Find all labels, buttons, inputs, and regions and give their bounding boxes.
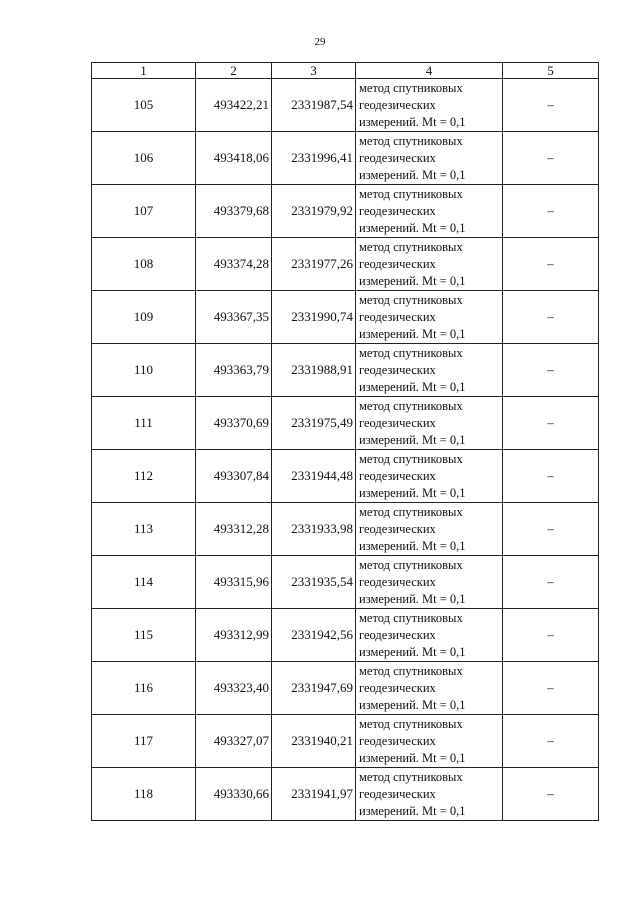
method-line: геодезических: [359, 362, 436, 377]
page-number: 29: [314, 36, 326, 48]
x-coordinate-cell: 493422,21: [196, 79, 272, 132]
method-line: геодезических: [359, 468, 436, 483]
x-coordinate-cell: 493327,07: [196, 715, 272, 768]
x-coordinate-cell: 493363,79: [196, 344, 272, 397]
point-number-cell: 117: [92, 715, 196, 768]
method-line: измерений. Mt = 0,1: [359, 485, 466, 500]
method-line: измерений. Mt = 0,1: [359, 591, 466, 606]
note-cell: –: [503, 768, 599, 821]
column-header-4: 4: [356, 63, 503, 79]
method-line: измерений. Mt = 0,1: [359, 379, 466, 394]
y-coordinate-cell: 2331988,91: [272, 344, 356, 397]
y-coordinate-cell: 2331979,92: [272, 185, 356, 238]
y-coordinate-cell: 2331941,97: [272, 768, 356, 821]
column-header-2: 2: [196, 63, 272, 79]
table-row: [92, 397, 599, 450]
x-coordinate-cell: 493418,06: [196, 132, 272, 185]
point-number-cell: 106: [92, 132, 196, 185]
point-number-cell: 118: [92, 768, 196, 821]
method-cell: [356, 609, 503, 662]
method-line: метод спутниковых: [359, 769, 463, 784]
note-cell: –: [503, 132, 599, 185]
table-row: [92, 556, 599, 609]
method-line: измерений. Mt = 0,1: [359, 220, 466, 235]
point-number-cell: 111: [92, 397, 196, 450]
point-number-cell: 108: [92, 238, 196, 291]
table-row: [92, 132, 599, 185]
method-line: метод спутниковых: [359, 80, 463, 95]
method-cell: [356, 450, 503, 503]
method-line: геодезических: [359, 680, 436, 695]
x-coordinate-cell: 493315,96: [196, 556, 272, 609]
method-line: метод спутниковых: [359, 663, 463, 678]
table-body: [92, 79, 599, 821]
table-row: [92, 185, 599, 238]
method-line: геодезических: [359, 574, 436, 589]
table-row: [92, 79, 599, 132]
column-header-3: 3: [272, 63, 356, 79]
note-cell: –: [503, 344, 599, 397]
note-cell: –: [503, 715, 599, 768]
method-line: геодезических: [359, 733, 436, 748]
table-row: [92, 450, 599, 503]
method-line: геодезических: [359, 309, 436, 324]
table-row: [92, 344, 599, 397]
note-cell: –: [503, 450, 599, 503]
method-line: измерений. Mt = 0,1: [359, 273, 466, 288]
method-line: метод спутниковых: [359, 239, 463, 254]
point-number-cell: 105: [92, 79, 196, 132]
method-cell: [356, 344, 503, 397]
x-coordinate-cell: 493330,66: [196, 768, 272, 821]
method-line: измерений. Mt = 0,1: [359, 538, 466, 553]
method-cell: [356, 556, 503, 609]
method-line: измерений. Mt = 0,1: [359, 326, 466, 341]
method-cell: [356, 397, 503, 450]
point-number-cell: 110: [92, 344, 196, 397]
point-number-cell: 113: [92, 503, 196, 556]
note-cell: –: [503, 503, 599, 556]
method-cell: [356, 238, 503, 291]
method-line: геодезических: [359, 786, 436, 801]
point-number-cell: 116: [92, 662, 196, 715]
note-cell: –: [503, 662, 599, 715]
table-row: [92, 291, 599, 344]
method-line: геодезических: [359, 521, 436, 536]
table-row: [92, 238, 599, 291]
y-coordinate-cell: 2331977,26: [272, 238, 356, 291]
method-line: измерений. Mt = 0,1: [359, 114, 466, 129]
x-coordinate-cell: 493367,35: [196, 291, 272, 344]
method-line: измерений. Mt = 0,1: [359, 803, 466, 818]
column-header-5: 5: [503, 63, 599, 79]
method-cell: [356, 79, 503, 132]
table-row: [92, 715, 599, 768]
method-cell: [356, 185, 503, 238]
method-line: геодезических: [359, 150, 436, 165]
coordinates-table: [91, 62, 599, 821]
x-coordinate-cell: 493370,69: [196, 397, 272, 450]
method-line: метод спутниковых: [359, 504, 463, 519]
note-cell: –: [503, 609, 599, 662]
table-row: [92, 503, 599, 556]
note-cell: –: [503, 185, 599, 238]
method-cell: [356, 503, 503, 556]
method-line: метод спутниковых: [359, 716, 463, 731]
method-line: метод спутниковых: [359, 610, 463, 625]
column-header-1: 1: [92, 63, 196, 79]
method-line: геодезических: [359, 203, 436, 218]
y-coordinate-cell: 2331990,74: [272, 291, 356, 344]
note-cell: –: [503, 238, 599, 291]
method-line: измерений. Mt = 0,1: [359, 167, 466, 182]
x-coordinate-cell: 493379,68: [196, 185, 272, 238]
note-cell: –: [503, 291, 599, 344]
method-line: геодезических: [359, 627, 436, 642]
method-cell: [356, 662, 503, 715]
point-number-cell: 115: [92, 609, 196, 662]
note-cell: –: [503, 397, 599, 450]
point-number-cell: 109: [92, 291, 196, 344]
y-coordinate-cell: 2331975,49: [272, 397, 356, 450]
x-coordinate-cell: 493307,84: [196, 450, 272, 503]
method-line: геодезических: [359, 415, 436, 430]
method-line: метод спутниковых: [359, 451, 463, 466]
x-coordinate-cell: 493323,40: [196, 662, 272, 715]
y-coordinate-cell: 2331944,48: [272, 450, 356, 503]
method-line: геодезических: [359, 97, 436, 112]
method-cell: [356, 715, 503, 768]
method-line: метод спутниковых: [359, 133, 463, 148]
y-coordinate-cell: 2331933,98: [272, 503, 356, 556]
method-cell: [356, 768, 503, 821]
method-line: метод спутниковых: [359, 345, 463, 360]
method-line: измерений. Mt = 0,1: [359, 644, 466, 659]
method-line: метод спутниковых: [359, 557, 463, 572]
note-cell: –: [503, 79, 599, 132]
point-number-cell: 112: [92, 450, 196, 503]
method-line: измерений. Mt = 0,1: [359, 750, 466, 765]
x-coordinate-cell: 493374,28: [196, 238, 272, 291]
x-coordinate-cell: 493312,99: [196, 609, 272, 662]
method-line: измерений. Mt = 0,1: [359, 697, 466, 712]
y-coordinate-cell: 2331996,41: [272, 132, 356, 185]
table-header-row: [92, 63, 599, 79]
table-row: [92, 609, 599, 662]
method-cell: [356, 291, 503, 344]
method-cell: [356, 132, 503, 185]
point-number-cell: 114: [92, 556, 196, 609]
method-line: метод спутниковых: [359, 186, 463, 201]
note-cell: –: [503, 556, 599, 609]
y-coordinate-cell: 2331935,54: [272, 556, 356, 609]
y-coordinate-cell: 2331987,54: [272, 79, 356, 132]
method-line: геодезических: [359, 256, 436, 271]
y-coordinate-cell: 2331947,69: [272, 662, 356, 715]
table-row: [92, 768, 599, 821]
table-row: [92, 662, 599, 715]
x-coordinate-cell: 493312,28: [196, 503, 272, 556]
method-line: измерений. Mt = 0,1: [359, 432, 466, 447]
point-number-cell: 107: [92, 185, 196, 238]
method-line: метод спутниковых: [359, 292, 463, 307]
method-line: метод спутниковых: [359, 398, 463, 413]
y-coordinate-cell: 2331940,21: [272, 715, 356, 768]
y-coordinate-cell: 2331942,56: [272, 609, 356, 662]
